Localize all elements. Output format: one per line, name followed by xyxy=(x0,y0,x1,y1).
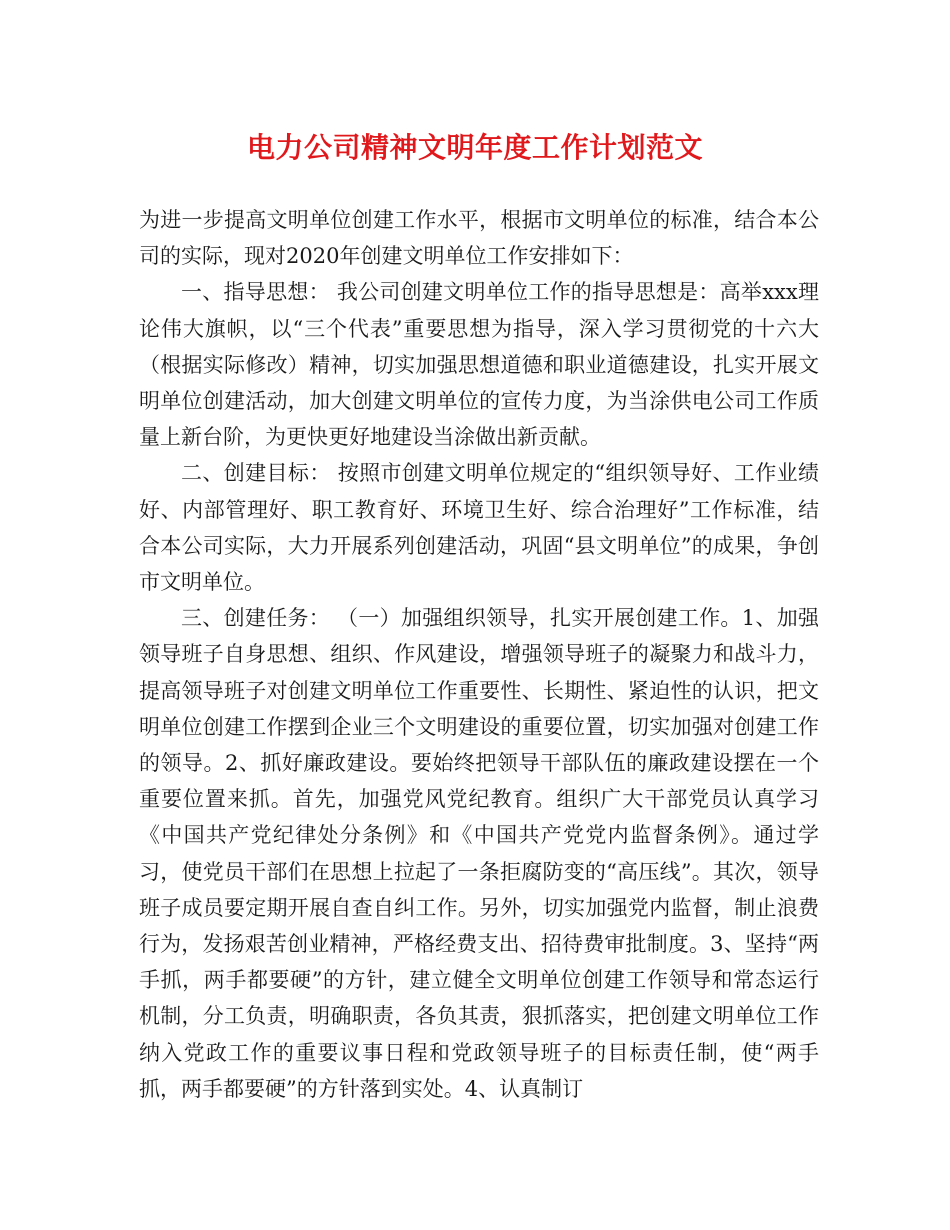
task-paragraph: 三、创建任务： （一）加强组织领导，扎实开展创建工作。1、加强领导班子自身思想、组织、作风建设，增强领导班子的凝聚力和战斗力，提高领导班子对创建文明单位工作重要性、长期性、紧迫性的认识，把文明单位创建工作摆到企业三个文明建设的重要位置，切实加强对创建工作的领导。2、抓好廉政建设。要始终把领导干部队伍的廉政建设摆在一个重要位置来抓。首先，加强党风党纪教育。组织广大干部党员认真学习《中国共产党纪律处分条例》和《中国共产党党内监督条例》。通过学习，使党员干部们在思想上拉起了一条拒腐防变的“高压线”。其次，领导班子成员要定期开展自查自纠工作。另外，切实加强党内监督，制止浪费行为，发扬艰苦创业精神，严格经费支出、招待费审批制度。3、坚持“两手抓，两手都要硬”的方针，建立健全文明单位创建工作领导和常态运行机制，分工负责，明确职责，各负其责，狠抓落实，把创建文明单位工作纳入党政工作的重要议事日程和党政领导班子的目标责任制，使“两手抓，两手都要硬”的方针落到实处。4、认真制订 xyxy=(139,606,819,1101)
guiding-principle-paragraph: 一、指导思想： 我公司创建文明单位工作的指导思想是：高举xxx理论伟大旗帜，以“三个代表”重要思想为指导，深入学习贯彻党的十六大（根据实际修改）精神，切实加强思想道德和职业道德建设，扎实开展文明单位创建活动，加大创建文明单位的宣传力度，为当涂供电公司工作质量上新台阶，为更快更好地建设当涂做出新贡献。 xyxy=(139,280,819,450)
document-body xyxy=(139,202,819,1107)
goal-paragraph: 二、创建目标： 按照市创建文明单位规定的“组织领导好、工作业绩好、内部管理好、职工教育好、环境卫生好、综合治理好”工作标准，结合本公司实际，大力开展系列创建活动，巩固“县文明单位”的成果，争创市文明单位。 xyxy=(139,461,819,595)
intro-paragraph: 为进一步提高文明单位创建工作水平，根据市文明单位的标准，结合本公司的实际，现对2020年创建文明单位工作安排如下： xyxy=(139,208,819,269)
document-title: 电力公司精神文明年度工作计划范文 xyxy=(246,131,703,164)
